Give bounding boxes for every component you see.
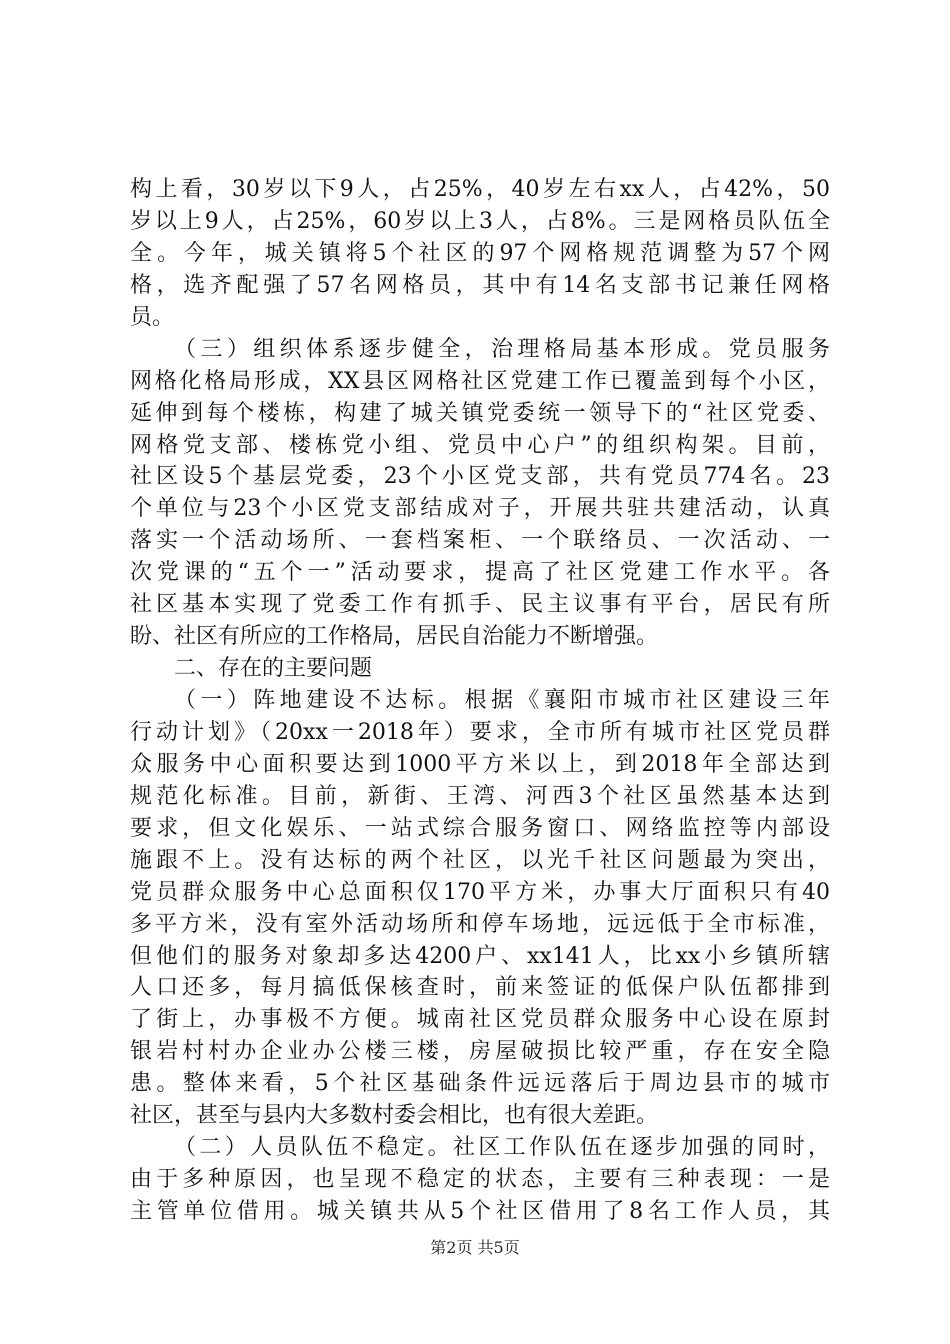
text-line: 网格党支部、楼栋党小组、党员中心户”的组织构架。目前， (130, 432, 830, 458)
text-line: 行动计划》（20xx一2018年）要求，全市所有城市社区党员群 (130, 719, 830, 745)
text-line: 施跟不上。没有达标的两个社区，以光千社区问题最为突出， (130, 847, 830, 873)
text-line: 格，选齐配强了57名网格员，其中有14名支部书记兼任网格 (130, 272, 830, 298)
page-footer: 第2页 共5页 (430, 1238, 520, 1257)
text-line: 社区设5个基层党委，23个小区党支部，共有党员774名。23 (130, 464, 830, 490)
text-line: 落实一个活动场所、一套档案柜、一个联络员、一次活动、一 (130, 528, 830, 554)
text-line: 全。今年，城关镇将5个社区的97个网格规范调整为57个网 (130, 240, 830, 266)
text-line: （二）人员队伍不稳定。社区工作队伍在逐步加强的同时， (174, 1135, 830, 1161)
text-line: （三）组织体系逐步健全，治理格局基本形成。党员服务 (174, 336, 830, 362)
text-line: 员。 (130, 304, 175, 330)
text-line: 二、存在的主要问题 (174, 656, 373, 682)
text-line: 网格化格局形成，XX县区网格社区党建工作已覆盖到每个小区， (130, 368, 830, 394)
text-line: （一）阵地建设不达标。根据《襄阳市城市社区建设三年 (174, 688, 830, 713)
text-line: 岁以上9人，占25%，60岁以上3人，占8%。三是网格员队伍全 (130, 208, 830, 234)
text-line: 了街上，办事极不方便。城南社区党员群众服务中心设在原封 (130, 1007, 830, 1033)
text-line: 人口还多，每月搞低保核查时，前来签证的低保户队伍都排到 (130, 975, 830, 1001)
text-line: 但他们的服务对象却多达4200户、xx141人，比xx小乡镇所辖 (130, 943, 830, 969)
text-line: 规范化标准。目前，新街、王湾、河西3个社区虽然基本达到 (130, 783, 830, 809)
text-line: 众服务中心面积要达到1000平方米以上，到2018年全部达到 (130, 751, 830, 777)
text-line: 银岩村村办企业办公楼三楼，房屋破损比较严重，存在安全隐 (130, 1039, 830, 1065)
text-line: 多平方米，没有室外活动场所和停车场地，远远低于全市标准， (130, 911, 830, 937)
text-line: 由于多种原因，也呈现不稳定的状态，主要有三种表现：一是 (130, 1167, 830, 1193)
text-line: 要求，但文化娱乐、一站式综合服务窗口、网络监控等内部设 (130, 815, 830, 841)
text-line: 患。整体来看，5个社区基础条件远远落后于周边县市的城市 (130, 1071, 830, 1097)
text-line: 社区，甚至与县内大多数村委会相比，也有很大差距。 (130, 1103, 659, 1129)
text-line: 构上看，30岁以下9人，占25%，40岁左右xx人，占42%，50 (130, 177, 830, 202)
text-line: 主管单位借用。城关镇共从5个社区借用了8名工作人员，其 (130, 1199, 830, 1224)
text-line: 盼、社区有所应的工作格局，居民自治能力不断增强。 (130, 624, 659, 650)
document-body (130, 174, 830, 1228)
text-line: 延伸到每个楼栋，构建了城关镇党委统一领导下的“社区党委、 (130, 400, 830, 426)
text-line: 个单位与23个小区党支部结成对子，开展共驻共建活动，认真 (130, 496, 830, 522)
text-line: 次党课的“五个一”活动要求，提高了社区党建工作水平。各 (130, 560, 830, 586)
text-line: 社区基本实现了党委工作有抓手、民主议事有平台，居民有所 (130, 592, 830, 618)
text-line: 党员群众服务中心总面积仅170平方米，办事大厅面积只有40 (130, 879, 830, 905)
